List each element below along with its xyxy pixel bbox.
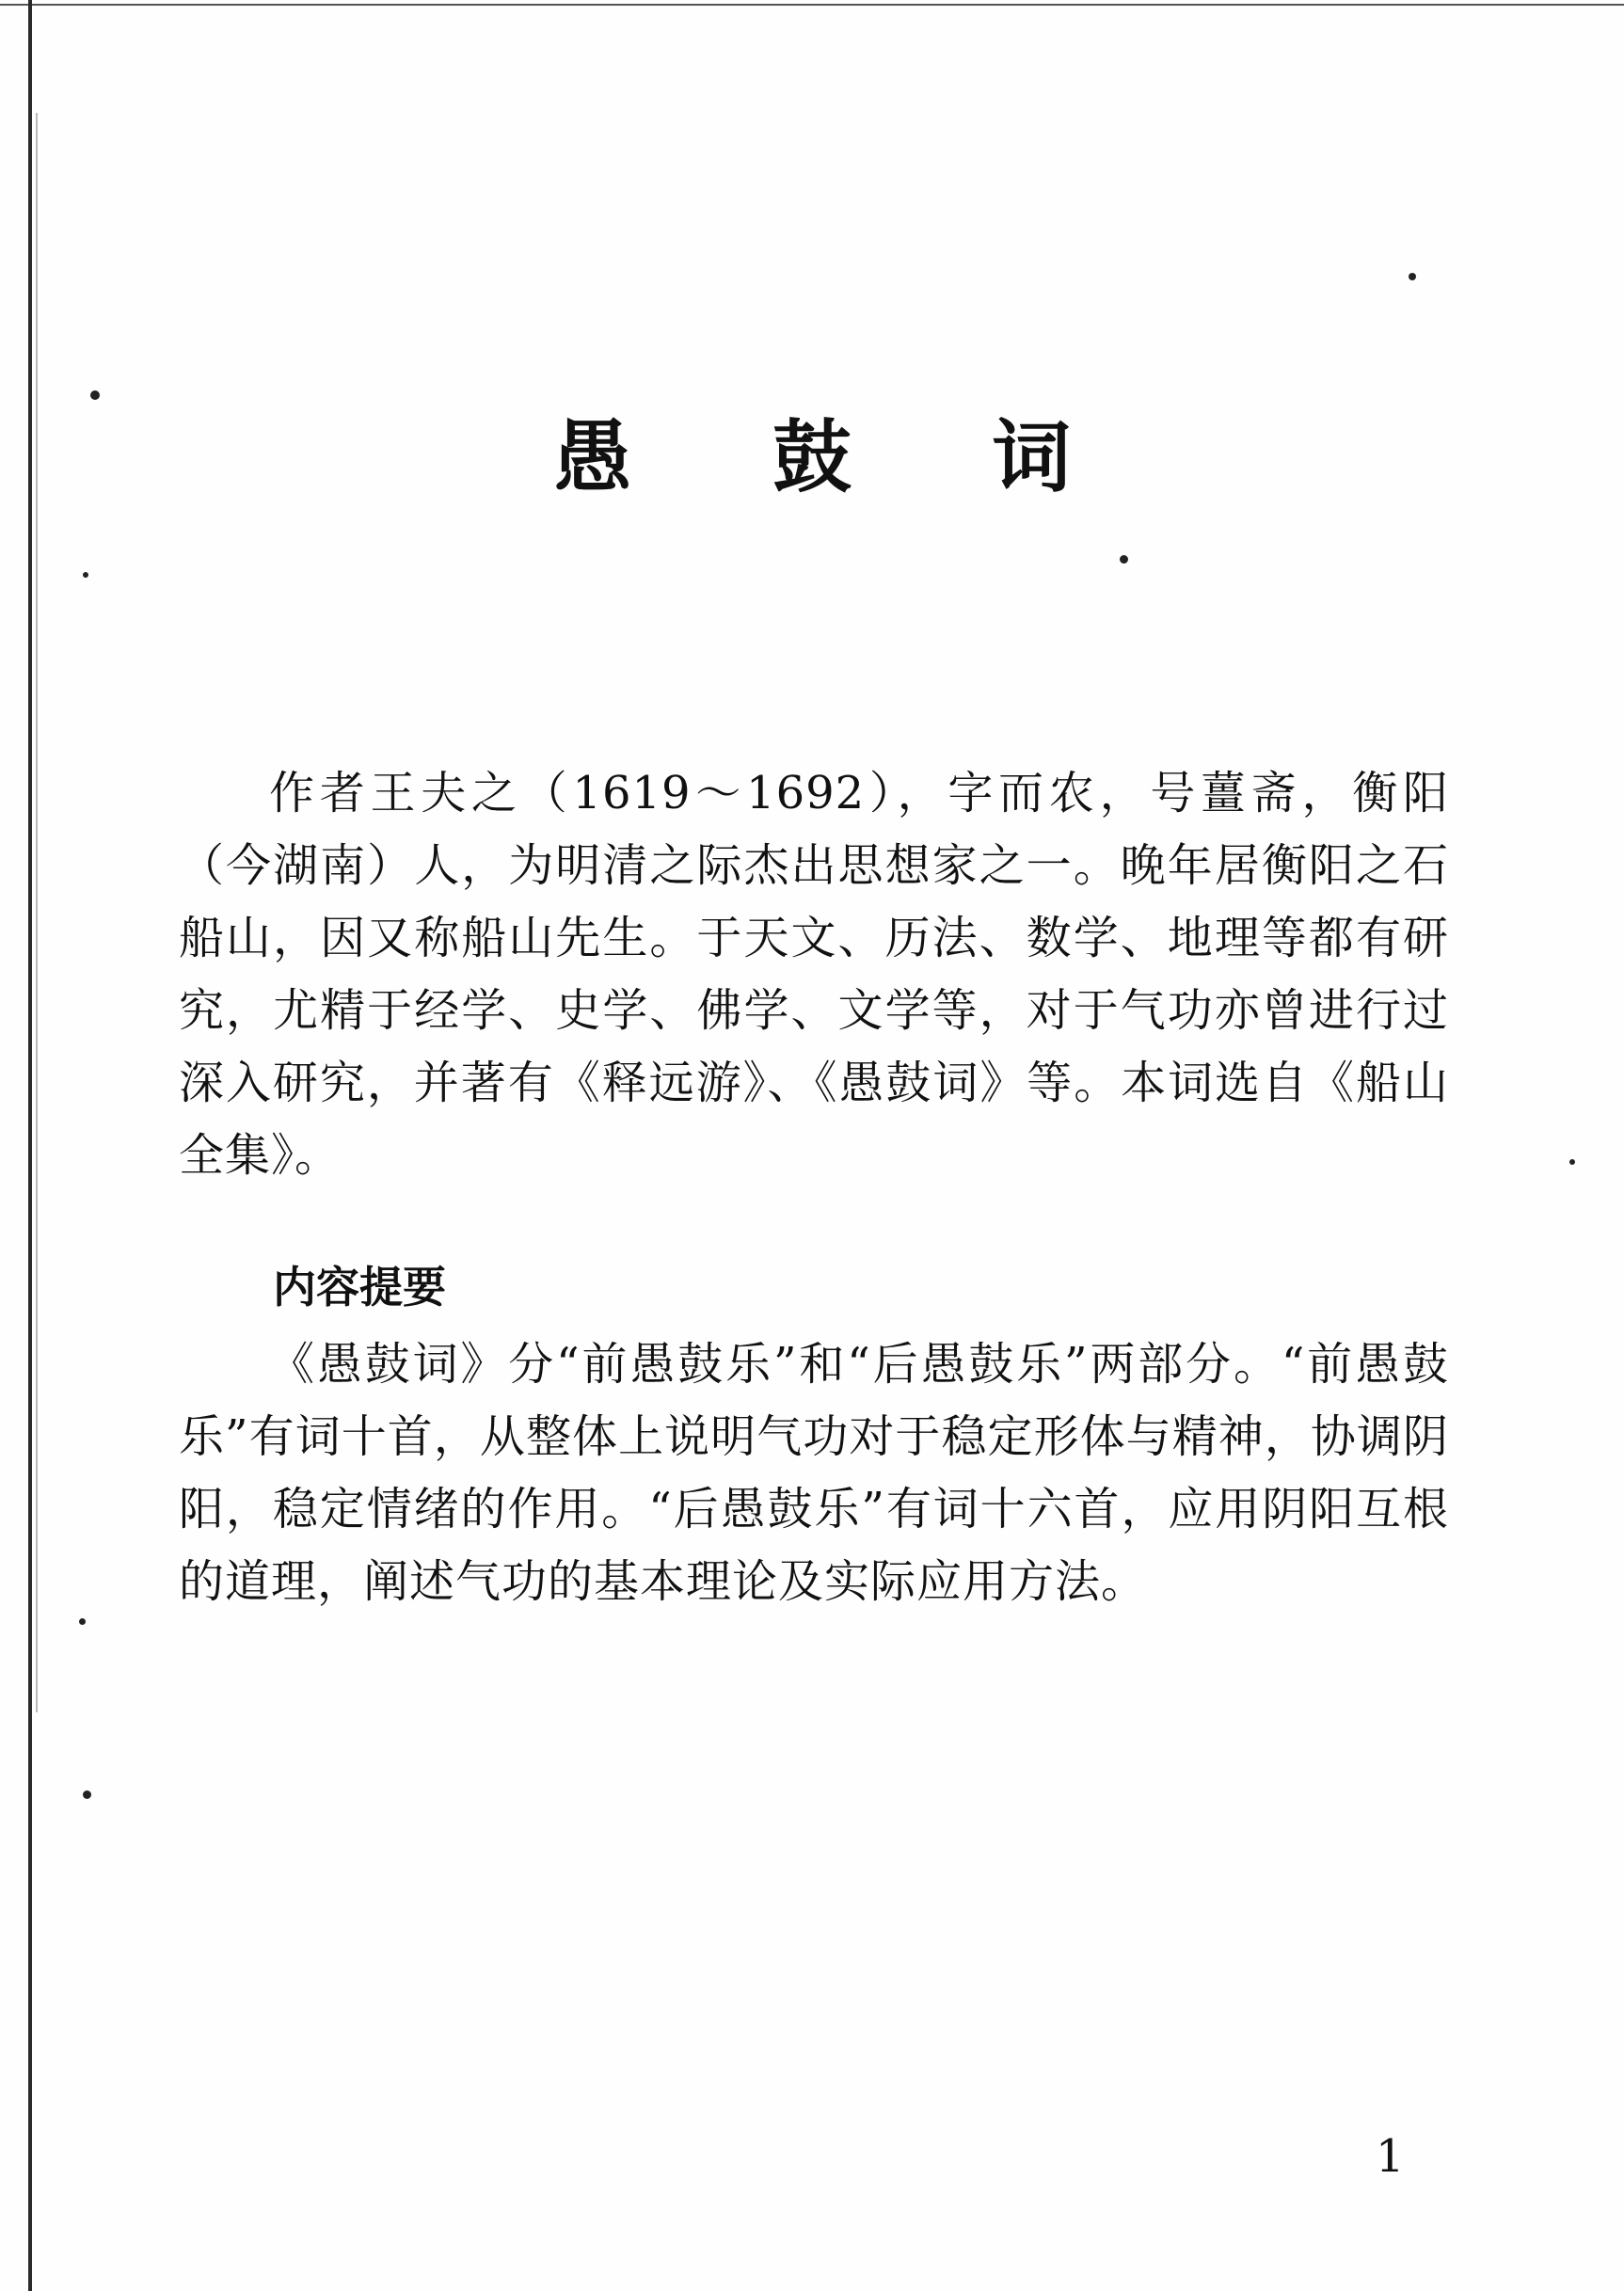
scan-speck <box>1409 273 1416 280</box>
scan-speck <box>83 572 88 578</box>
content-summary: 《愚鼓词》分“前愚鼓乐”和“后愚鼓乐”两部分。“前愚鼓乐”有词十首，从整体上说明气功对于稳定形体与精神，协调阴阳，稳定情绪的作用。“后愚鼓乐”有词十六首，应用阴阳互根的道理，阐述气功的基本理论及实际应用方法。 <box>179 1338 1449 1608</box>
page-left-edge-shadow <box>36 113 38 1712</box>
scan-speck <box>1120 555 1128 564</box>
scan-speck <box>1569 1159 1575 1165</box>
author-introduction: 作者王夫之（1619～1692），字而农，号薑斋，衡阳（今湖南）人，为明清之际杰出思想家之一。晚年居衡阳之石船山，因又称船山先生。于天文、历法、数学、地理等都有研究，尤精于经学、史学、佛学、文学等，对于气功亦曾进行过深入研究，并著有《释远游》、《愚鼓词》等。本词选自《船山全集》。 <box>179 767 1449 1182</box>
scan-speck <box>83 1790 91 1799</box>
page-number: 1 <box>1376 2130 1405 2183</box>
page-top-edge <box>0 4 1624 6</box>
scan-speck <box>90 390 100 400</box>
page-left-edge <box>28 0 32 2291</box>
section-heading: 内容提要 <box>273 1262 446 1313</box>
page-title: 愚 鼓 词 <box>552 410 1128 504</box>
scan-speck <box>79 1618 86 1625</box>
